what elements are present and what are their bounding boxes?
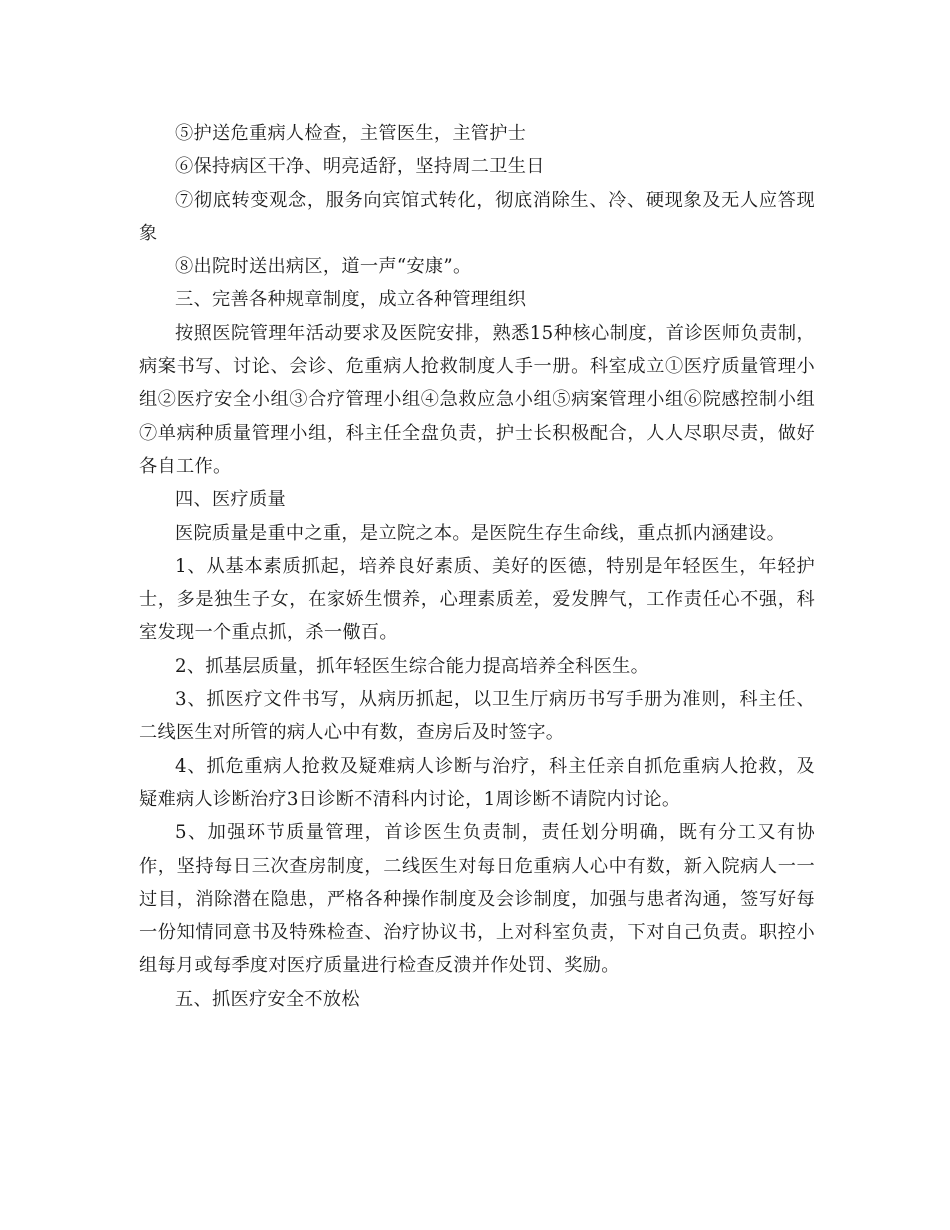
- paragraph-point-1: 1、从基本素质抓起，培养良好素质、美好的医德，特别是年轻医生，年轻护士，多是独生子女，在家娇生惯养，心理素质差，爱发脾气，工作责任心不强，科室发现一个重点抓，杀一儆百。: [139, 555, 815, 644]
- paragraph-item-6: ⑥保持病区干净、明亮适舒，坚持周二卫生日: [175, 156, 545, 178]
- paragraph-item-7: ⑦彻底转变观念，服务向宾馆式转化，彻底消除生、冷、硬现象及无人应答现象: [139, 189, 815, 244]
- section-heading-5: 五、抓医疗安全不放松: [175, 988, 360, 1010]
- paragraph-point-2: 2、抓基层质量，抓年轻医生综合能力提高培养全科医生。: [175, 655, 650, 677]
- paragraph-item-5: ⑤护送危重病人检查，主管医生，主管护士: [175, 123, 527, 144]
- paragraph-point-5: 5、加强环节质量管理，首诊医生负责制，责任划分明确，既有分工又有协作，坚持每日三次查房制度，二线医生对每日危重病人心中有数，新入院病人一一过目，消除潜在隐患，严格各种操作制度及会诊制度，加强与患者沟通，签写好每一份知情同意书及特殊检查、治疗协议书，上对科室负责，下对自己负责。职控小组每月或每季度对医疗质量进行检查反溃并作处罚、奖励。: [139, 822, 815, 977]
- document-body: [139, 117, 815, 1016]
- paragraph-item-8: ⑧出院时送出病区，道一声“安康”。: [175, 256, 472, 278]
- section-heading-3: 三、完善各种规章制度，成立各种管理组织: [175, 289, 527, 311]
- paragraph-quality-intro: 医院质量是重中之重，是立院之本。是医院生存生命线，重点抓内涵建设。: [175, 522, 786, 544]
- paragraph-point-3: 3、抓医疗文件书写，从病历抓起，以卫生厅病历书写手册为准则，科主任、二线医生对所管的病人心中有数，查房后及时签字。: [139, 689, 815, 744]
- paragraph-core-systems: 按照医院管理年活动要求及医院安排，熟悉15种核心制度，首诊医师负责制，病案书写、讨论、会诊、危重病人抢救制度人手一册。科室成立①医疗质量管理小组②医疗安全小组③合疗管理小组④急救应急小组⑤病案管理小组⑥院感控制小组⑦单病种质量管理小组，科主任全盘负责，护士长积极配合，人人尽职尽责，做好各自工作。: [139, 322, 815, 477]
- section-heading-4: 四、医疗质量: [175, 489, 286, 511]
- paragraph-point-4: 4、抓危重病人抢救及疑难病人诊断与治疗，科主任亲自抓危重病人抢救，及疑难病人诊断治疗3日诊断不清科内讨论，1周诊断不请院内讨论。: [139, 755, 815, 810]
